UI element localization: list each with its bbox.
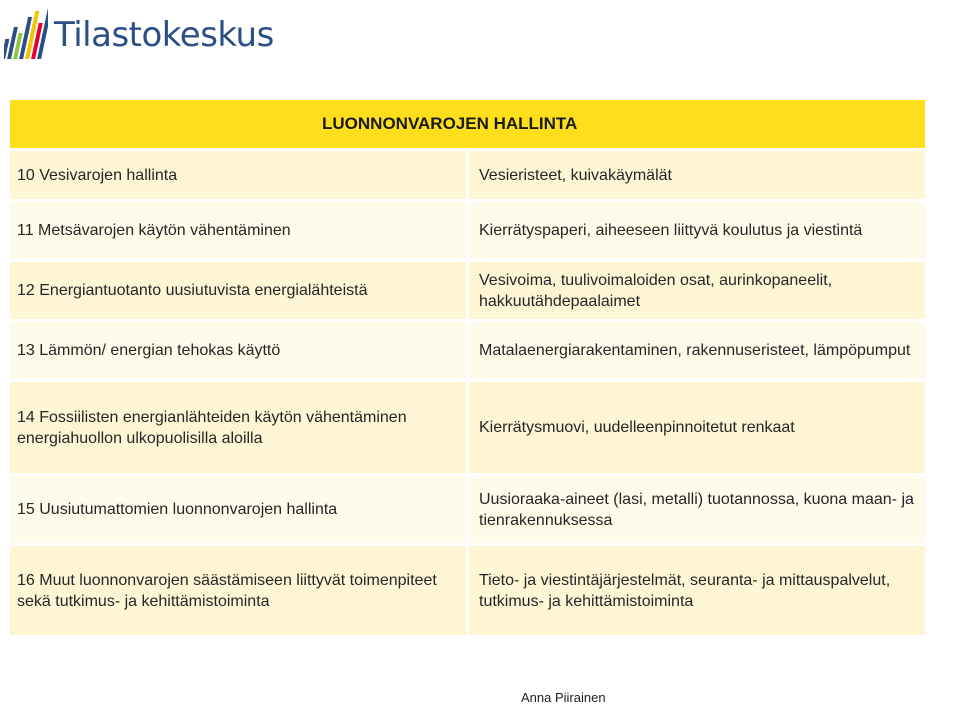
row-examples: Uusioraaka-aineet (lasi, metalli) tuotannossa, kuona maan- ja tienrakennuksessa xyxy=(466,473,925,543)
brand-name: Tilastokeskus xyxy=(54,15,274,55)
table-row xyxy=(10,473,925,543)
table-row xyxy=(10,319,925,379)
row-examples: Kierrätyspaperi, aiheeseen liittyvä koulutus ja viestintä xyxy=(466,199,925,259)
table-row xyxy=(10,148,925,199)
row-category: 13 Lämmön/ energian tehokas käyttö xyxy=(10,319,466,379)
resource-management-table xyxy=(10,100,925,635)
tilastokeskus-logo xyxy=(4,2,274,62)
row-category: 16 Muut luonnonvarojen säästämiseen liittyvät toimenpiteet sekä tutkimus- ja kehittämistoiminta xyxy=(10,543,466,635)
row-category: 14 Fossiilisten energianlähteiden käytön vähentäminen energiahuollon ulkopuolisilla aloilla xyxy=(10,379,466,473)
table-row xyxy=(10,379,925,473)
table-title: LUONNONVAROJEN HALLINTA xyxy=(10,100,925,148)
row-examples: Vesieristeet, kuivakäymälät xyxy=(466,148,925,199)
row-examples: Tieto- ja viestintäjärjestelmät, seuranta- ja mittauspalvelut, tutkimus- ja kehittämistoiminta xyxy=(466,543,925,635)
row-examples: Matalaenergiarakentaminen, rakennuseristeet, lämpöpumput xyxy=(466,319,925,379)
table-row xyxy=(10,259,925,319)
table-row xyxy=(10,199,925,259)
table-row xyxy=(10,543,925,635)
row-category: 10 Vesivarojen hallinta xyxy=(10,148,466,199)
row-category: 12 Energiantuotanto uusiutuvista energialähteistä xyxy=(10,259,466,319)
row-examples: Vesivoima, tuulivoimaloiden osat, aurinkopaneelit, hakkuutähdepaalaimet xyxy=(466,259,925,319)
row-examples: Kierrätysmuovi, uudelleenpinnoitetut renkaat xyxy=(466,379,925,473)
logo-mark-icon xyxy=(4,3,48,61)
author-name: Anna Piirainen xyxy=(521,690,606,705)
row-category: 11 Metsävarojen käytön vähentäminen xyxy=(10,199,466,259)
row-category: 15 Uusiutumattomien luonnonvarojen hallinta xyxy=(10,473,466,543)
